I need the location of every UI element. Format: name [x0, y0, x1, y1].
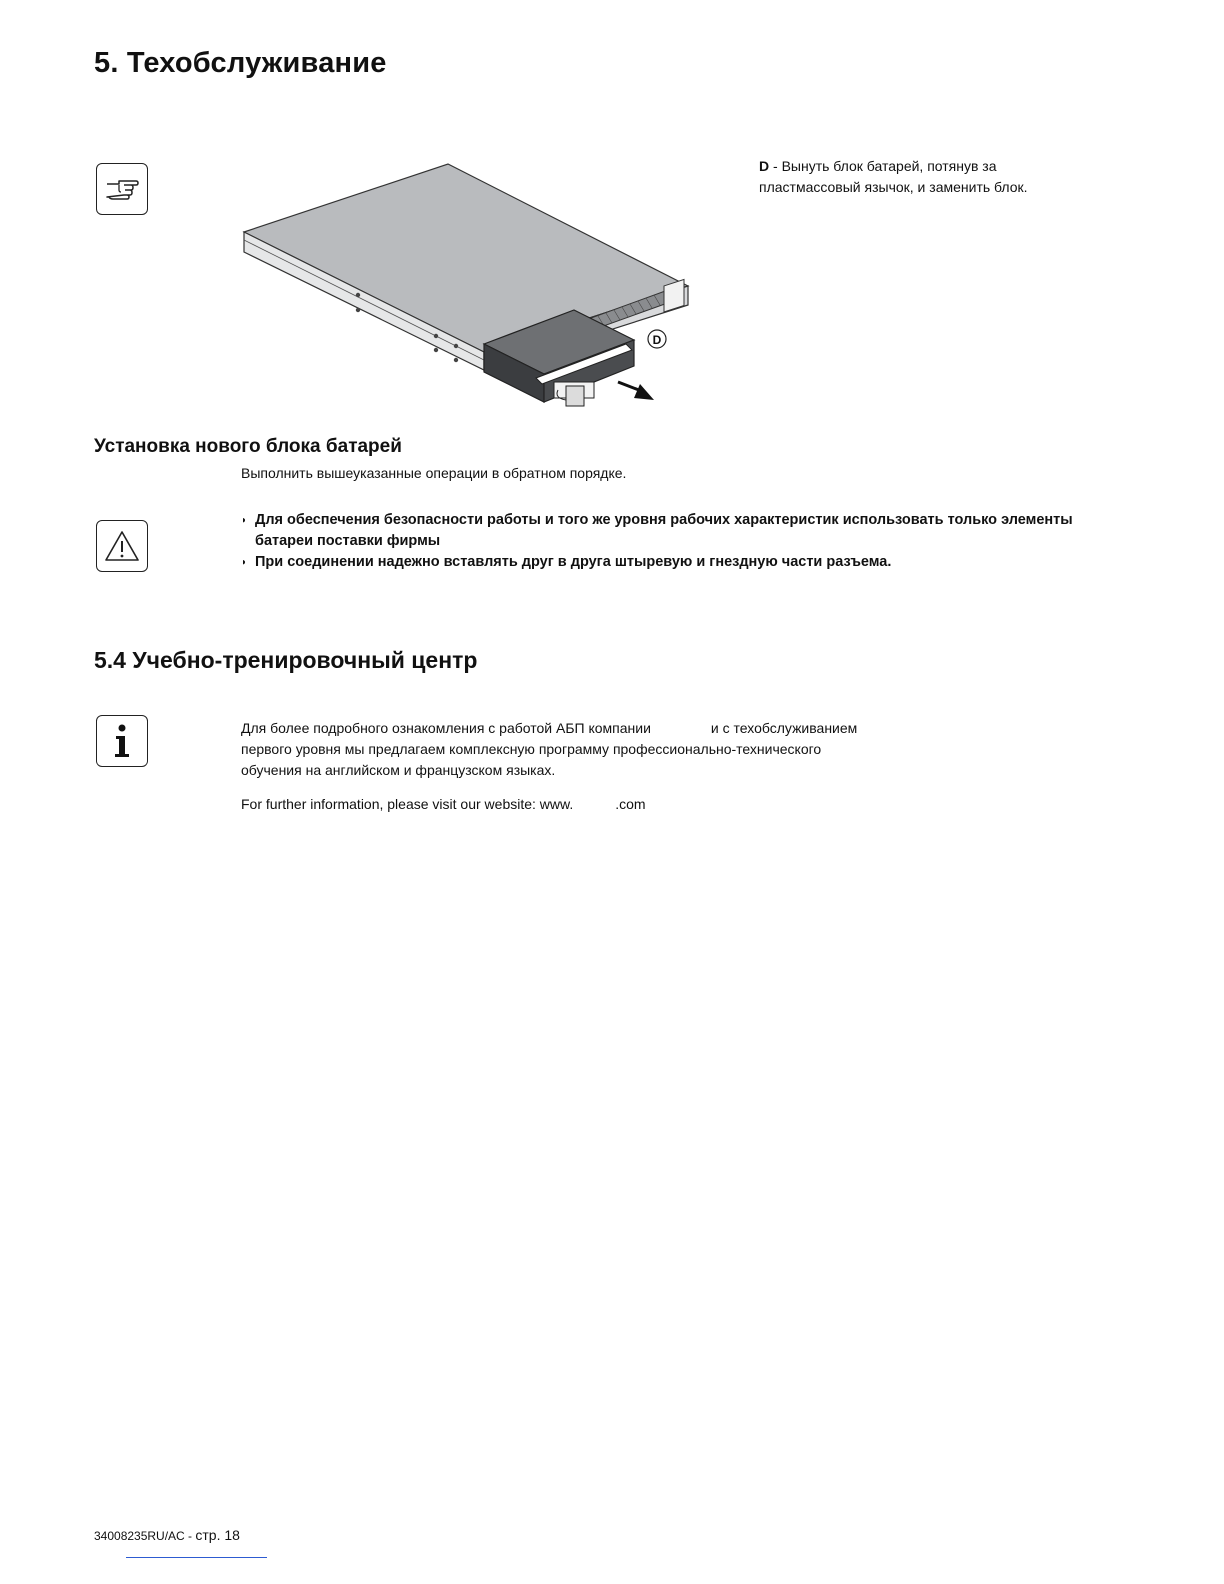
training-heading: 5.4 Учебно-тренировочный центр	[94, 647, 478, 673]
warning-text: При соединении надежно вставлять друг в друга штыревую и гнездную части разъема.	[255, 554, 892, 570]
page-footer	[94, 1527, 240, 1543]
hand-pointer-icon	[96, 163, 148, 215]
footer-divider	[126, 1557, 267, 1558]
page-number: стр. 18	[195, 1527, 240, 1543]
warning-item	[241, 552, 1081, 573]
install-heading: Установка нового блока батарей	[94, 436, 402, 457]
ups-battery-illustration	[236, 160, 696, 410]
bullet-icon: ◗	[241, 557, 248, 568]
training-paragraph	[241, 718, 941, 781]
warning-icon	[96, 520, 148, 572]
warning-item	[241, 510, 1081, 552]
training-line-2: первого уровня мы предлагаем комплексную программу профессионально-технического	[241, 741, 822, 757]
website-suffix: .com	[615, 796, 646, 812]
training-line-3: обучения на английском и французском языках.	[241, 762, 556, 778]
training-line-1b: и с техобслуживанием	[710, 720, 858, 736]
doc-code: 34008235RU/AC -	[94, 1529, 196, 1543]
training-line-1a: Для более подробного ознакомления с работой АБП компании	[241, 720, 651, 736]
figure-caption	[759, 156, 1079, 198]
page-title: 5. Техобслуживание	[94, 47, 387, 79]
caption-letter: D	[759, 158, 770, 174]
warning-list	[241, 510, 1081, 573]
callout-d-label: D	[652, 333, 662, 347]
warning-text: Для обеспечения безопасности работы и того же уровня рабочих характеристик использовать только элементы батареи поставки фирмы	[255, 512, 1073, 549]
website-prefix: For further information, please visit our website: www.	[241, 796, 574, 812]
install-text: Выполнить вышеуказанные операции в обратном порядке.	[241, 465, 627, 481]
website-line	[241, 794, 646, 815]
bullet-icon: ◗	[241, 515, 248, 526]
info-icon	[96, 715, 148, 767]
caption-text: - Вынуть блок батарей, потянув за пластмассовый язычок, и заменить блок.	[759, 158, 1028, 195]
training-line-1	[241, 718, 941, 739]
